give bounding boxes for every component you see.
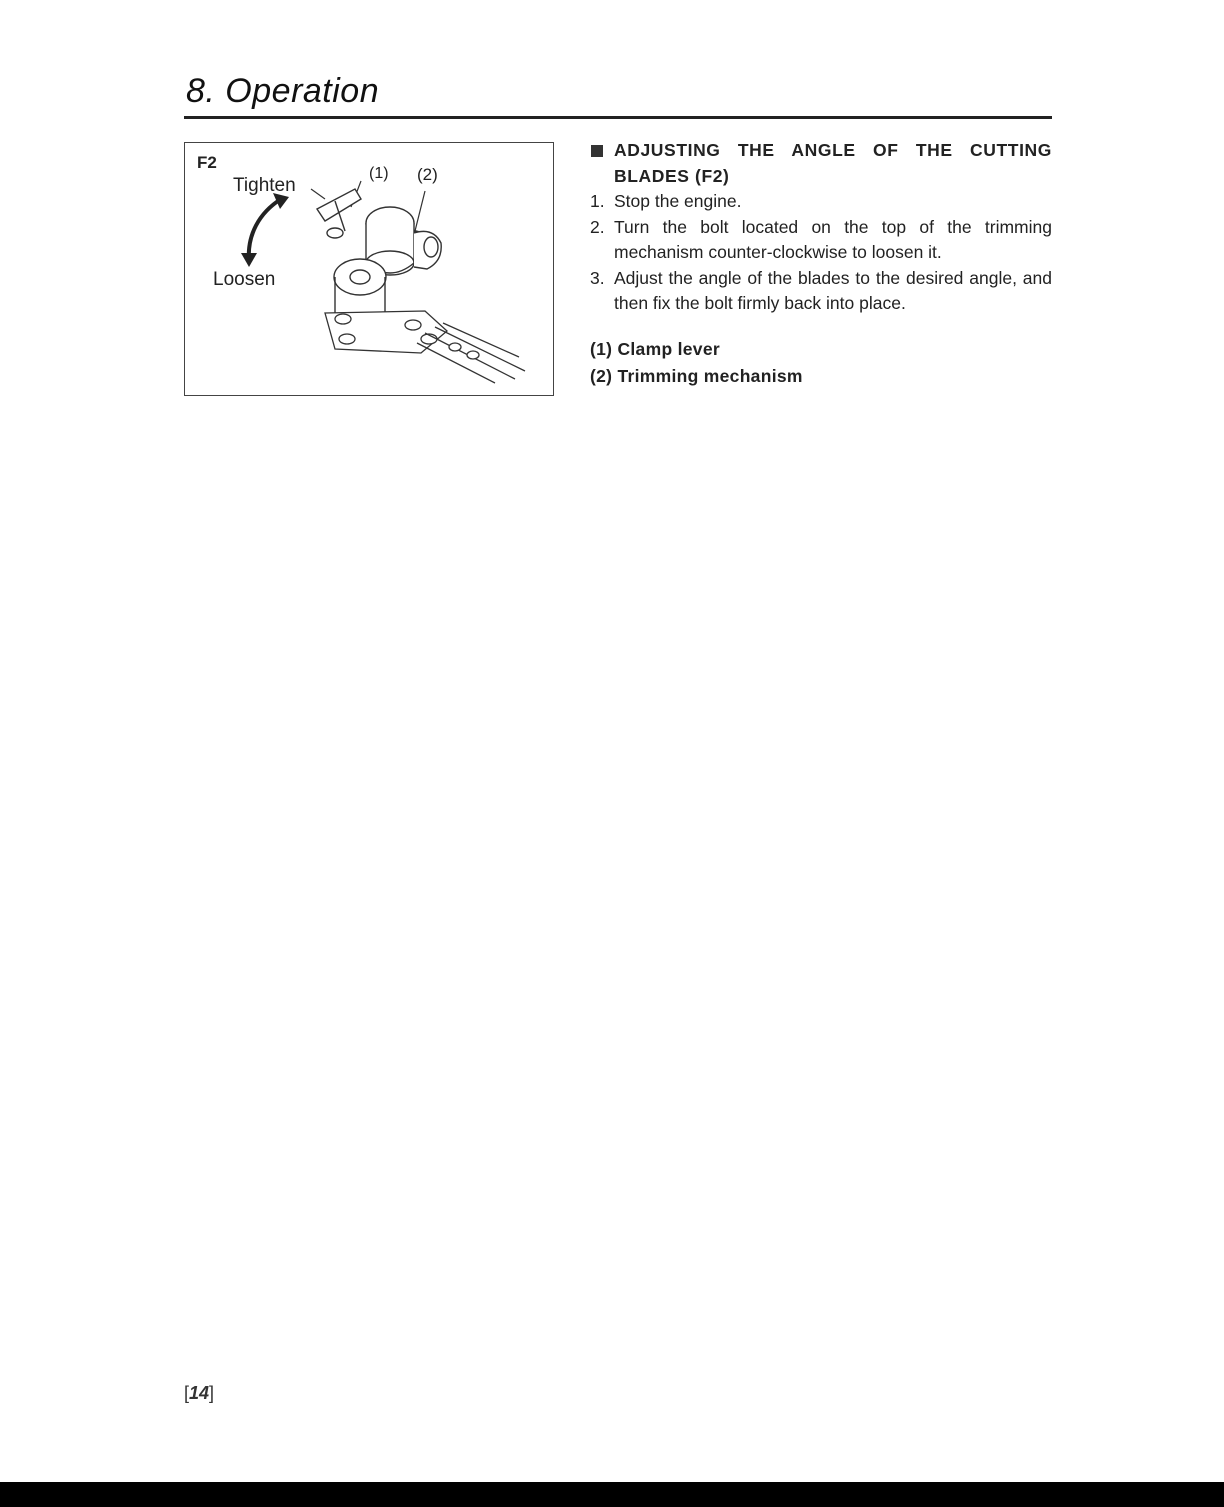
scan-bottom-edge [0,1482,1224,1507]
step-text: Turn the bolt located on the top of the trimming mechanism counter-clockwise to loosen it. [614,216,1052,262]
page-bracket-open: [ [184,1383,190,1403]
legend-item: (1) Clamp lever [590,338,720,359]
gear-head [334,207,441,322]
tighten-label: Tighten [233,175,296,196]
legend-item: (2) Trimming mechanism [590,365,803,386]
page-number [184,1383,214,1404]
section-title: 8. Operation [186,72,380,110]
instructions-heading [590,138,1052,189]
step-item [590,189,1052,215]
loosen-label: Loosen [213,269,276,290]
steps-list [590,189,1052,317]
cutting-blades [325,311,525,383]
leader-callout-2 [415,191,425,231]
step-number: 2. [590,216,605,237]
callout-2: (2) [417,165,438,184]
leader-tighten [311,189,325,199]
rotation-arrow-icon [249,199,281,261]
clamp-lever [317,189,361,238]
step-number: 3. [590,267,605,288]
title-divider [184,116,1052,119]
square-bullet-icon [591,145,603,157]
step-text: Adjust the angle of the blades to the desired angle, and then fix the bolt firmly back into place. [614,267,1052,313]
page-number-value: 14 [189,1383,210,1403]
figure-id: F2 [197,153,217,172]
step-item [590,266,1052,317]
heading-text: ADJUSTING THE ANGLE OF THE CUTTING BLADES (F2) [614,140,1052,186]
step-text: Stop the engine. [614,191,742,211]
step-number: 1. [590,191,605,211]
page-bracket-close: ] [209,1383,215,1403]
callout-1: (1) [369,165,389,182]
parts-legend [590,336,1052,390]
figure-f2 [184,142,554,396]
step-item [590,215,1052,266]
instructions-column [590,138,1052,390]
